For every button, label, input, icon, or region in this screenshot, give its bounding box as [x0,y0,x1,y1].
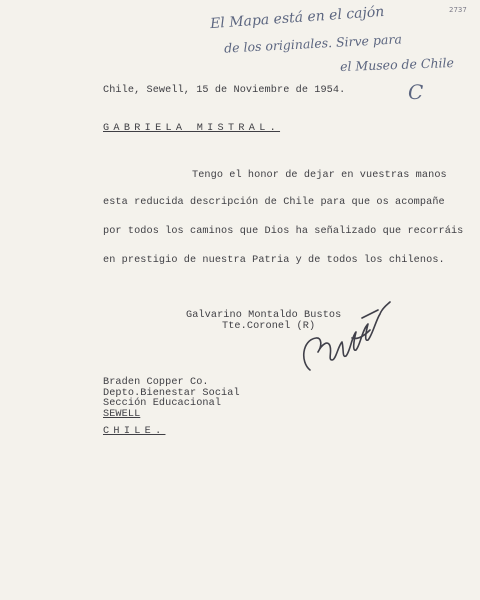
body-line-3: por todos los caminos que Dios ha señalizado que recorráis [103,226,464,237]
sender-country: CHILE. [103,426,166,437]
body-line-4: en prestigio de nuestra Patria y de todos los chilenos. [103,255,445,266]
signer-name: Galvarino Montaldo Bustos [186,310,342,321]
signer-rank: Tte.Coronel (R) [222,321,316,332]
handwritten-note-line3: el Museo de Chile [339,55,455,74]
body-line-1: Tengo el honor de dejar en vuestras manos [192,170,447,181]
recipient-name: GABRIELA MISTRAL. [103,123,281,134]
sender-section: Sección Educacional [103,398,222,409]
sender-department: Depto.Bienestar Social [103,388,240,399]
place-date: Chile, Sewell, 15 de Noviembre de 1954. [103,85,346,96]
sender-company: Braden Copper Co. [103,377,209,388]
handwritten-signature [292,280,402,390]
handwritten-mark: C [408,80,424,104]
handwritten-note-line1: El Mapa está en el cajón [209,3,385,33]
handwritten-note-line2: de los originales. Sirve para [223,31,403,56]
sender-city: SEWELL [103,409,141,420]
archive-number: 2737 [449,6,467,14]
body-line-2: esta reducida descripción de Chile para que os acompañe [103,197,445,208]
